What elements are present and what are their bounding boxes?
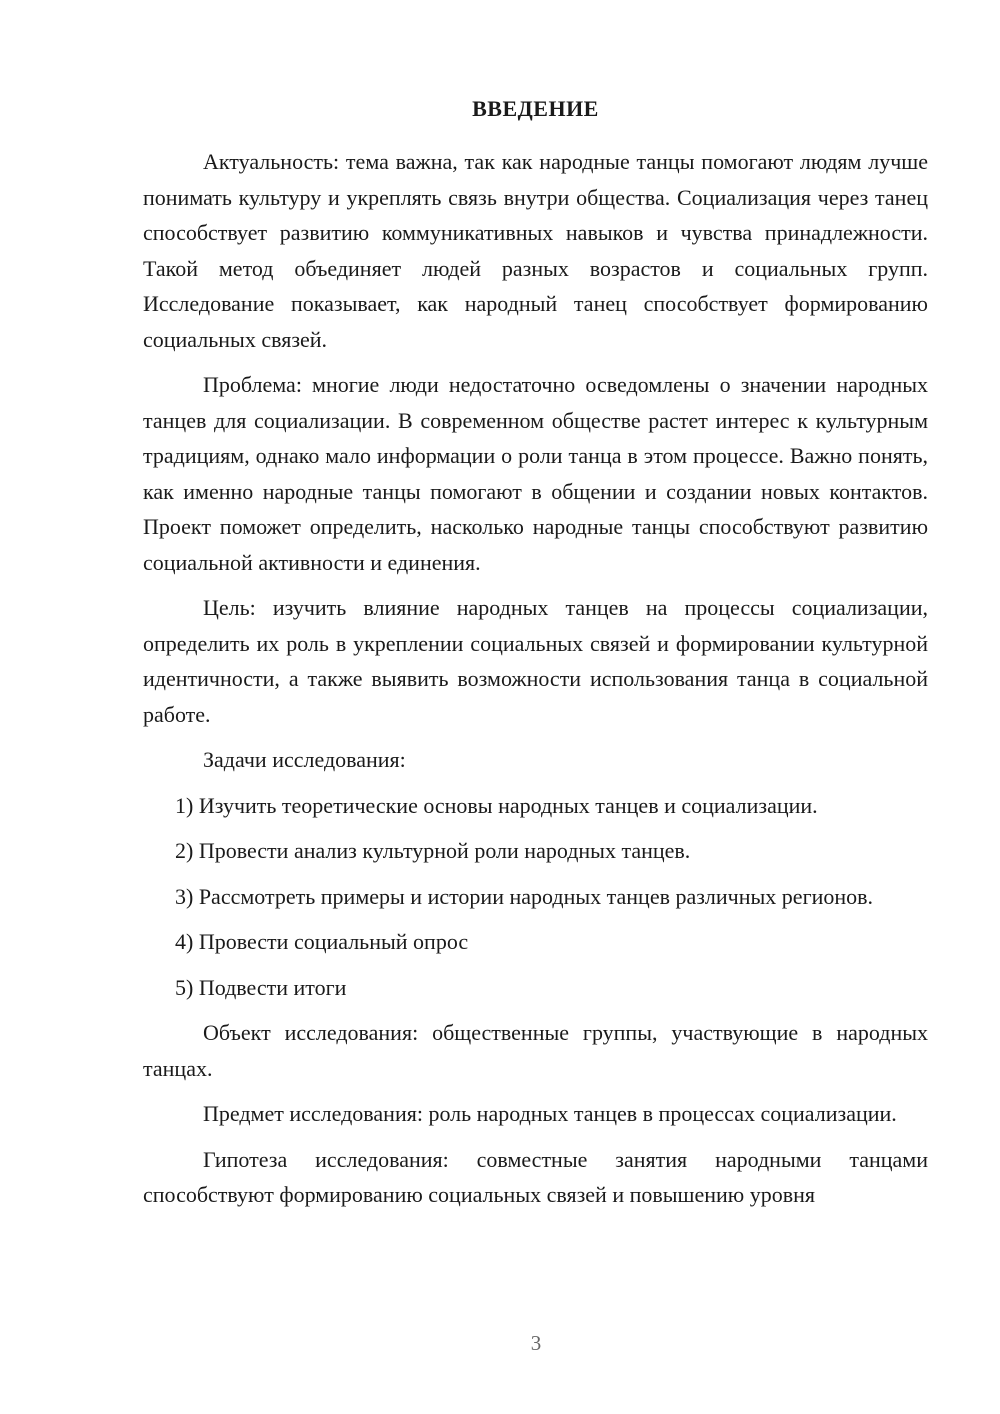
relevance-paragraph: Актуальность: тема важна, так как народные танцы помогают людям лучше понимать культуру и укреплять связь внутри общества. Социализация через танец способствует развитию коммуникативных навыков и чувства принадлежности. Такой метод объединяет людей разных возрастов и социальных групп. Исследование показывает, как народный танец способствует формированию социальных связей.	[143, 149, 928, 352]
object-paragraph: Объект исследования: общественные группы, участвующие в народных танцах.	[143, 1020, 928, 1081]
page-content	[143, 92, 928, 1223]
problem-paragraph: Проблема: многие люди недостаточно осведомлены о значении народных танцев для социализации. В современном обществе растет интерес к культурным традициям, однако мало информации о роли танца в этом процессе. Важно понять, как именно народные танцы помогают в общении и создании новых контактов. Проект поможет определить, насколько народные танцы способствуют развитию социальной активности и единения.	[143, 372, 928, 575]
subject-paragraph: Предмет исследования: роль народных танцев в процессах социализации.	[203, 1101, 897, 1126]
task-item: 2) Провести анализ культурной роли народных танцев.	[175, 838, 691, 863]
task-item: 4) Провести социальный опрос	[175, 929, 469, 954]
goal-paragraph: Цель: изучить влияние народных танцев на процессы социализации, определить их роль в укреплении социальных связей и формировании культурной идентичности, а также выявить возможности использования танца в социальной работе.	[143, 595, 928, 727]
task-item: 3) Рассмотреть примеры и истории народных танцев различных регионов.	[175, 883, 874, 909]
task-item: 1) Изучить теоретические основы народных танцев и социализации.	[175, 792, 818, 818]
tasks-heading: Задачи исследования:	[203, 747, 406, 772]
task-item: 5) Подвести итоги	[175, 974, 347, 1000]
hypothesis-paragraph: Гипотеза исследования: совместные занятия народными танцами способствуют формированию социальных связей и повышению уровня	[143, 1146, 928, 1207]
section-title: ВВЕДЕНИЕ	[472, 96, 599, 121]
page-number: 3	[530, 1331, 542, 1355]
